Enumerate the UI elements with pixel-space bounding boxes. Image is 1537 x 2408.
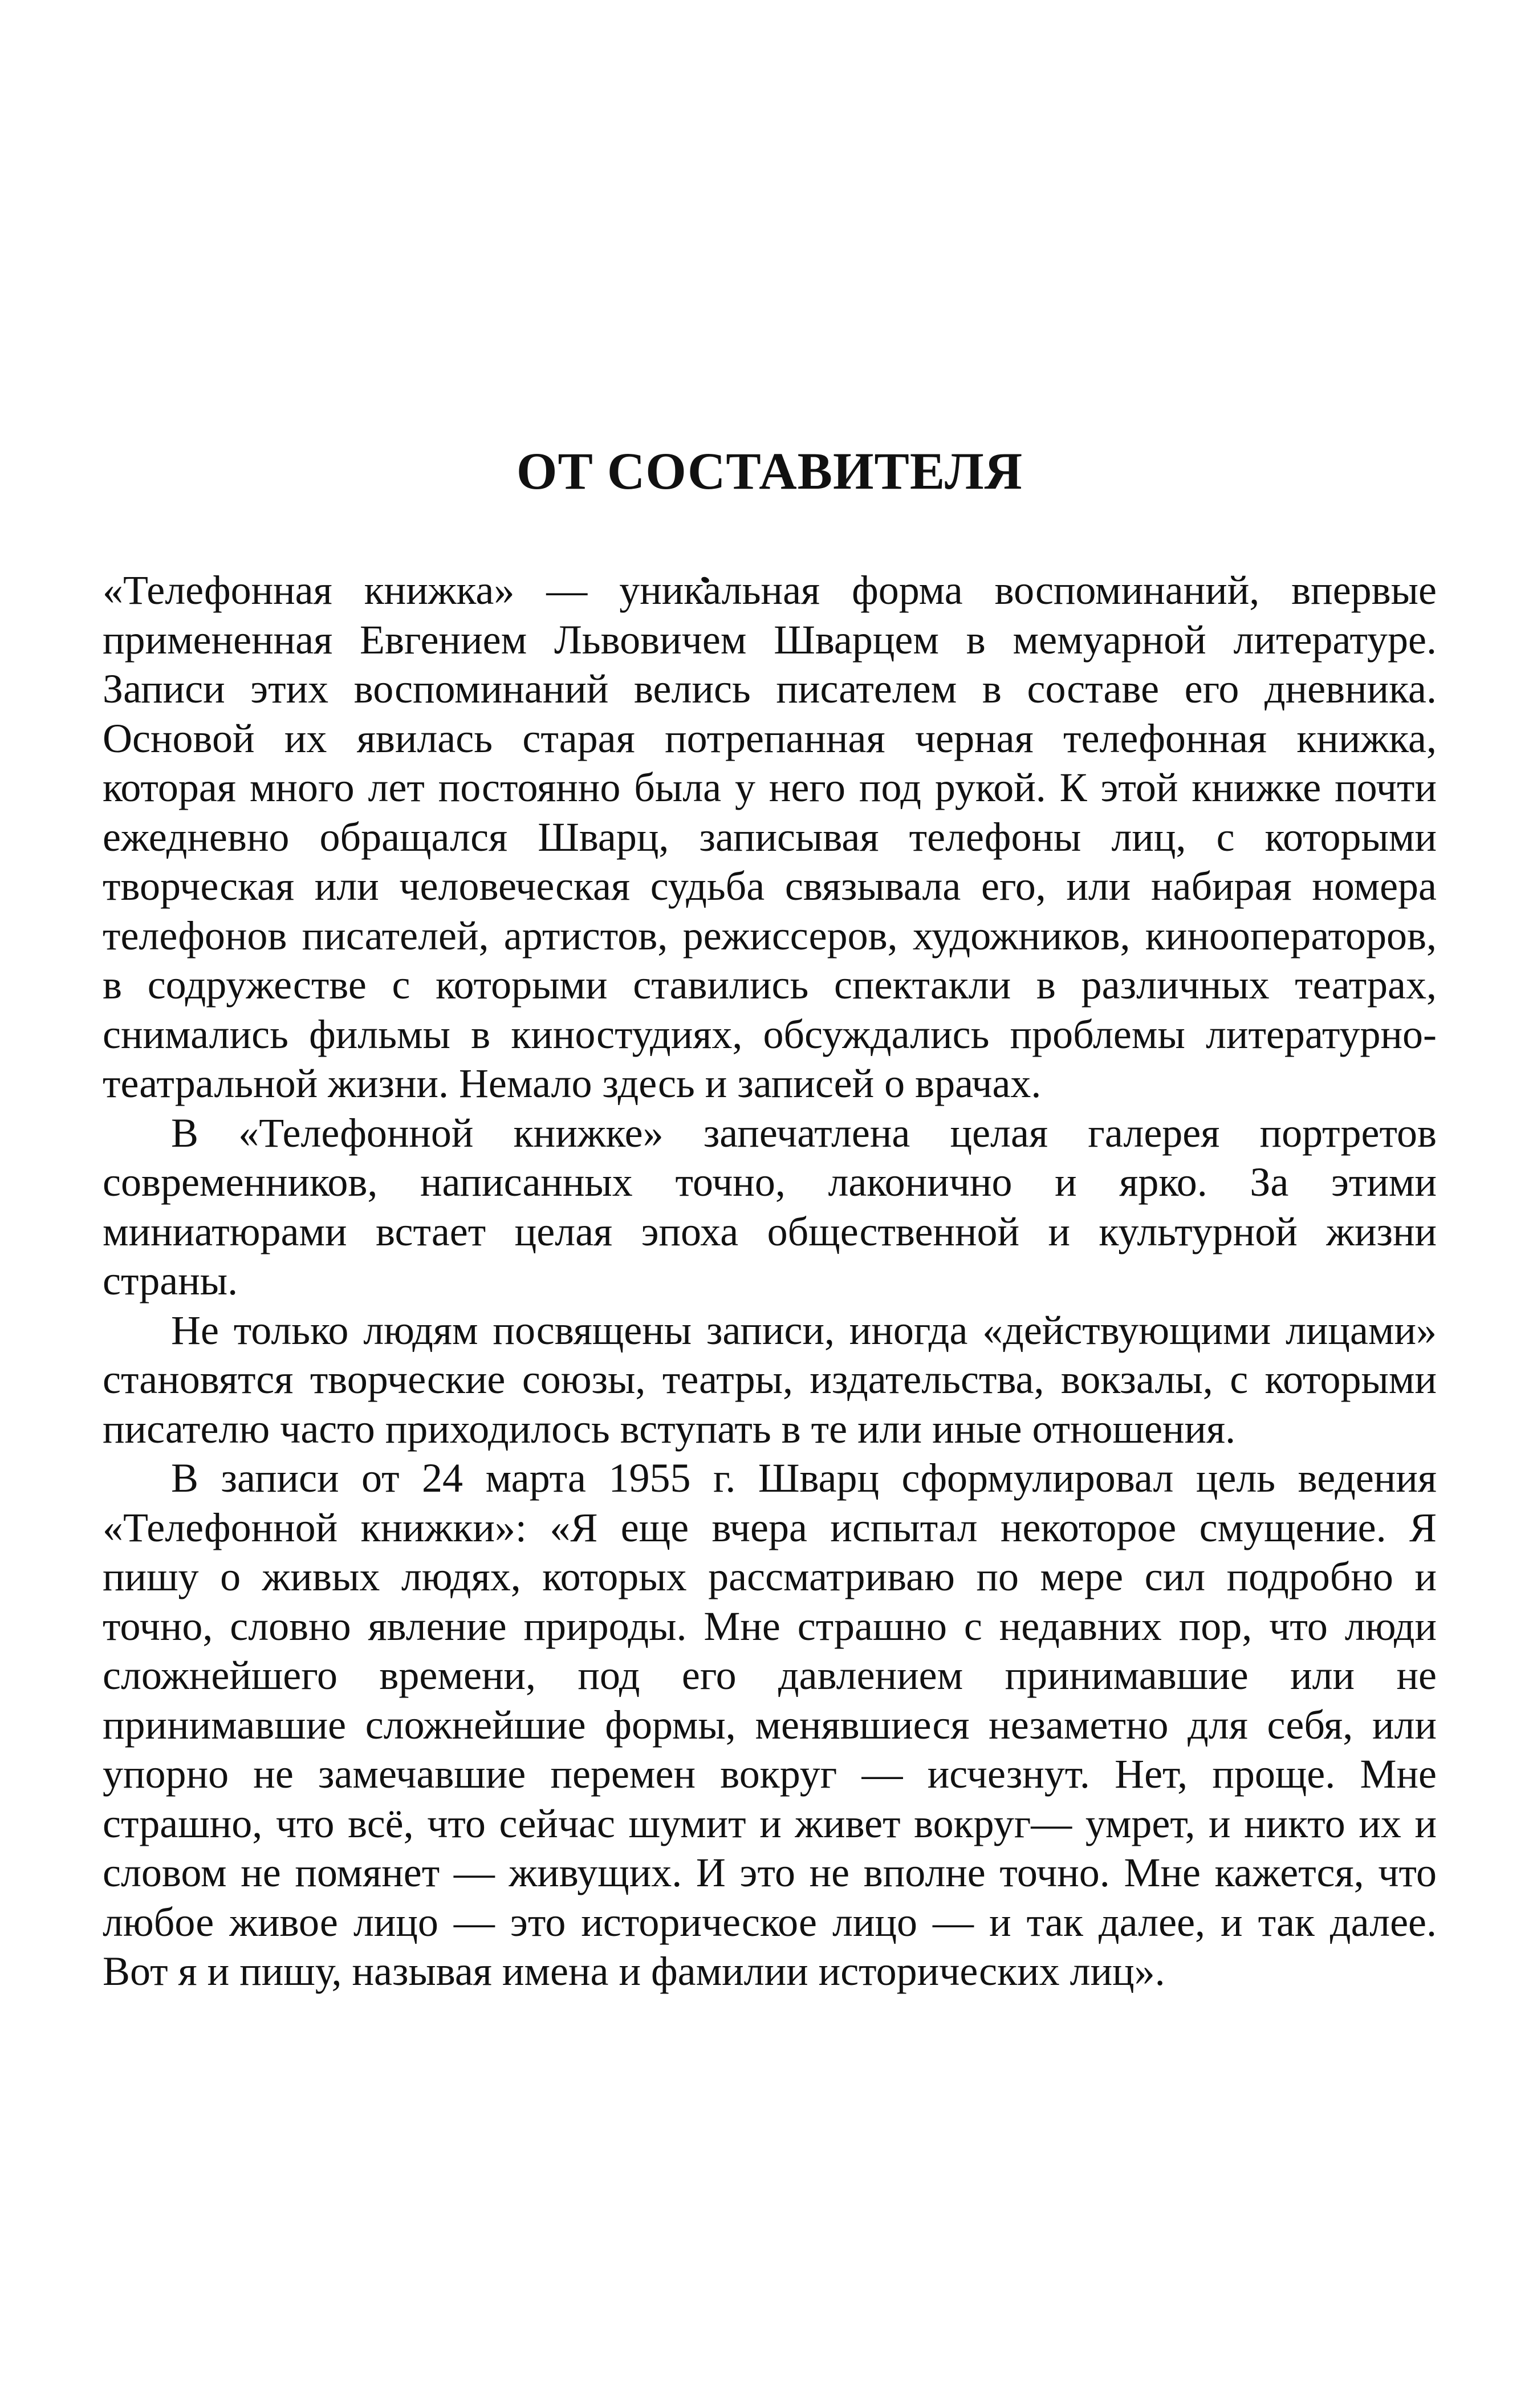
document-page	[103, 442, 1437, 1996]
paragraph-3: Не только людям посвящены записи, иногда «действующими лицами» становятся творческие союзы, театры, издательства, вокзалы, с которыми писателю часто приходилось вступать в те или иные отношения.	[103, 1307, 1437, 1452]
page-title: ОТ СОСТАВИТЕЛЯ	[516, 442, 1023, 500]
paragraph-2: В «Телефонной книжке» запечатлена целая галерея портретов современников, написанных точно, лаконично и ярко. За этими миниатюрами встает целая эпоха общественной и культурной жизни страны.	[103, 1110, 1437, 1304]
paragraph-1: «Телефонная книжка» — уникальная форма воспоминаний, впервые примененная Евгением Львовичем Шварцем в мемуарной литературе. Записи этих воспоминаний велись писателем в составе его дневника. Основой их явилась старая потрепанная черная телефонная книжка, которая много лет постоянно была у него под рукой. К этой книжке почти ежедневно обращался Шварц, записывая телефоны лиц, с которыми творческая или человеческая судьба связывала его, или набирая номера телефонов писателей, артистов, режиссеров, художников, кинооператоров, в содружестве с которыми ставились спектакли в различных театрах, снимались фильмы в киностудиях, обсуждались проблемы литературно-театральной жизни. Немало здесь и записей о врачах.	[103, 567, 1437, 1106]
paragraph-4: В записи от 24 марта 1955 г. Шварц сформулировал цель ведения «Телефонной книжки»: «Я еще вчера испытал некоторое смущение. Я пишу о живых людях, которых рассматриваю по мере сил подробно и точно, словно явление природы. Мне страшно с недавних пор, что люди сложнейшего времени, под его давлением принимавшие или не принимавшие сложнейшие формы, менявшиеся незаметно для себя, или упорно не замечавшие перемен вокруг — исчезнут. Нет, проще. Мне страшно, что всё, что сейчас шумит и живет вокруг— умрет, и никто их и словом не помянет — живущих. И это не вполне точно. Мне кажется, что любое живое лицо — это историческое лицо — и так далее, и так далее. Вот я и пишу, называя имена и фамилии исторических лиц».	[103, 1455, 1437, 1994]
